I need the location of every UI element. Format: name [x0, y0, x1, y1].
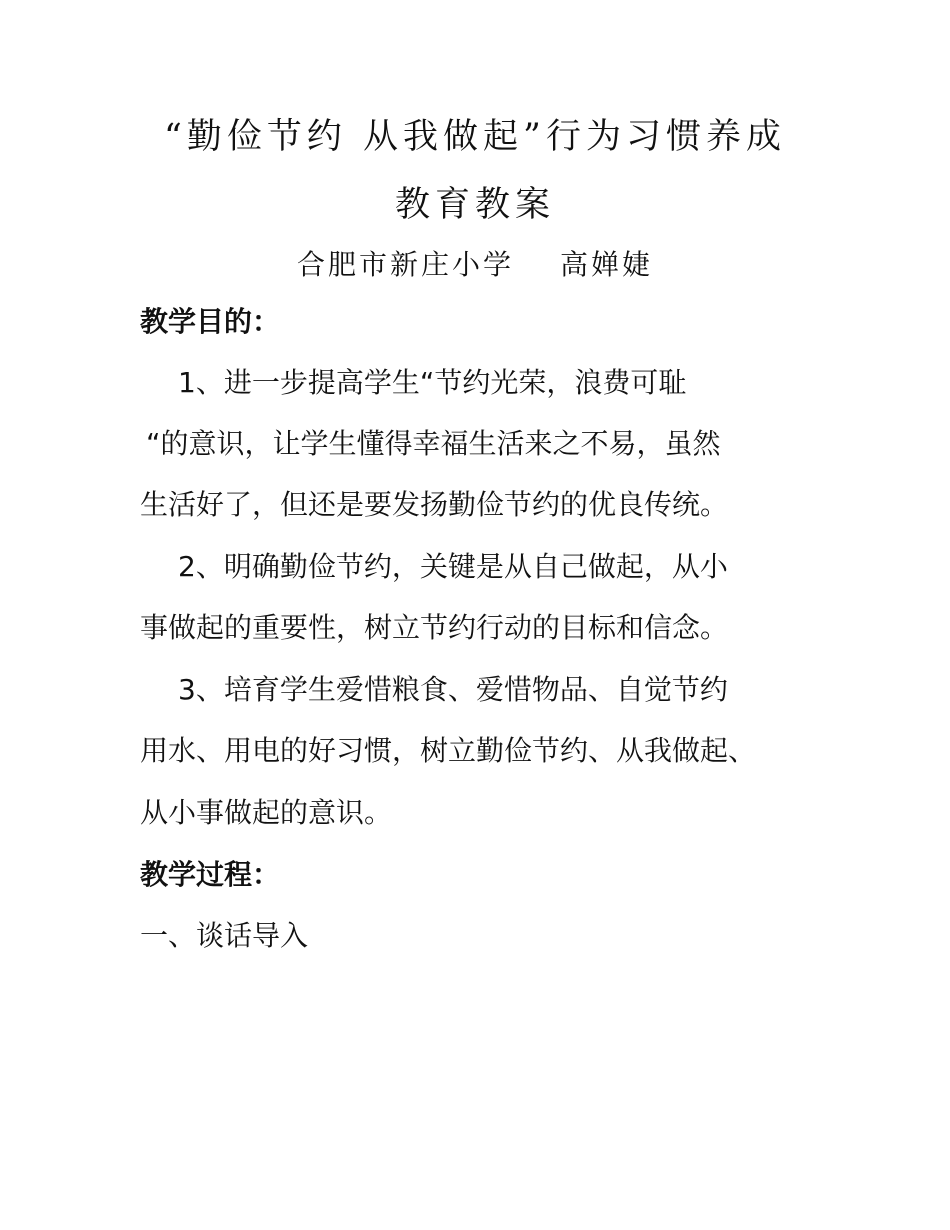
- goal-heading: 教学目的：: [140, 305, 281, 338]
- document-title-line-2: 教育教案: [394, 185, 555, 225]
- goal-line: 1、进一步提高学生“节约光荣，浪费可耻: [178, 366, 687, 399]
- goal-line: 从小事做起的意识。: [140, 796, 393, 829]
- author-name: 高婵婕: [560, 248, 654, 281]
- author-line: [0, 245, 950, 285]
- goal-line: 3、培育学生爱惜粮食、爱惜物品、自觉节约: [178, 673, 728, 706]
- document-title-line-1: “勤俭节约 从我做起”行为习惯养成: [164, 117, 786, 157]
- goal-line: 用水、用电的好习惯，树立勤俭节约、从我做起、: [140, 734, 757, 767]
- goal-line: 2、明确勤俭节约，关键是从自己做起，从小: [178, 550, 728, 583]
- process-item: 一、谈话导入: [140, 919, 309, 952]
- goal-line: 事做起的重要性，树立节约行动的目标和信念。: [140, 611, 729, 644]
- goal-line: 生活好了，但还是要发扬勤俭节约的优良传统。: [140, 488, 729, 521]
- process-heading: 教学过程：: [140, 858, 281, 891]
- author-school: 合肥市新庄小学: [296, 248, 514, 281]
- goal-line: “的意识，让学生懂得幸福生活来之不易，虽然: [146, 427, 721, 460]
